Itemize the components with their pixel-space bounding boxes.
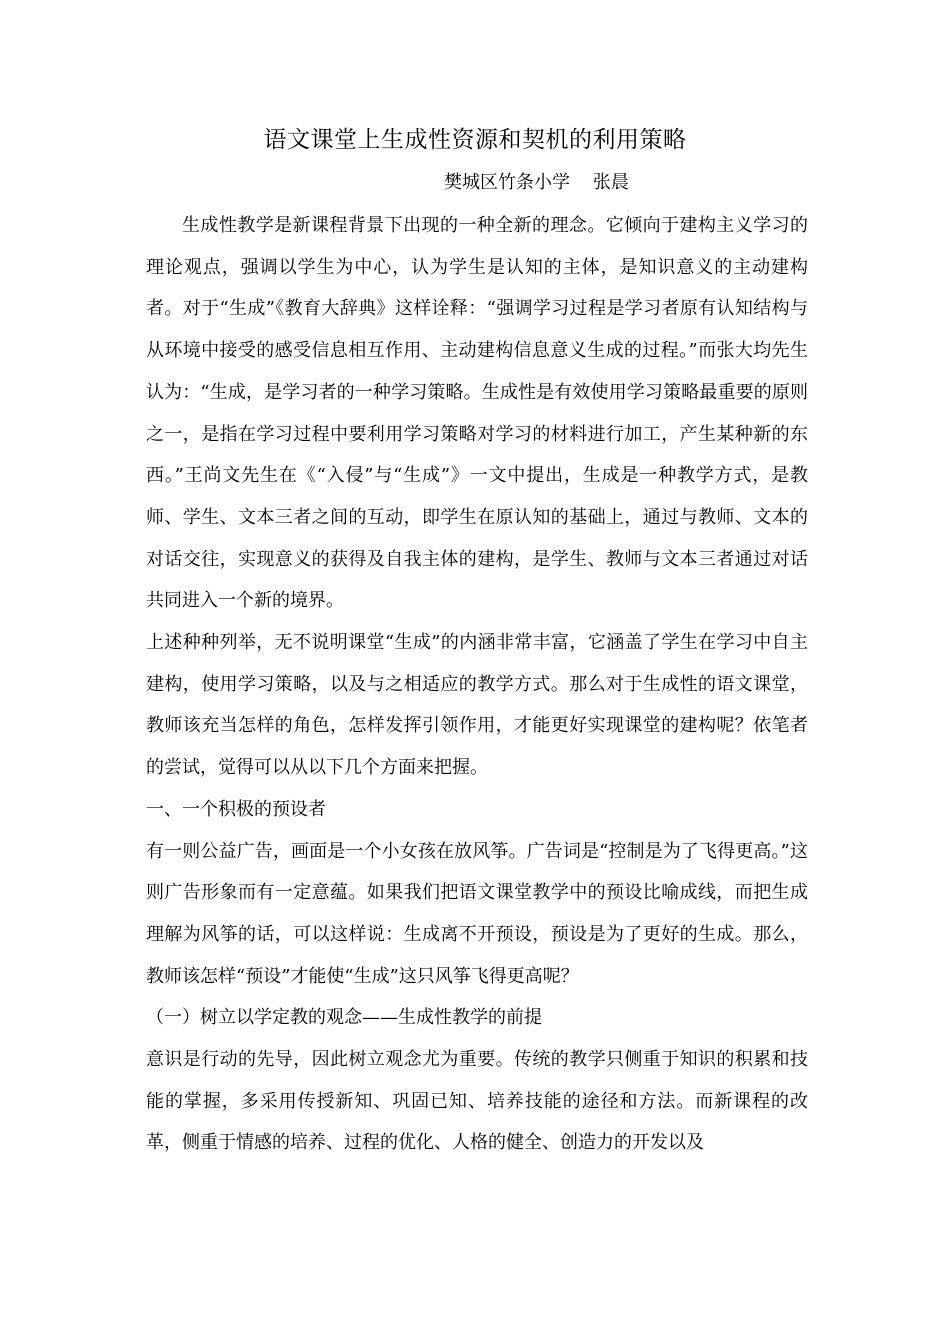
author-line: 樊城区竹条小学 张晨: [444, 172, 629, 193]
document-title: 语文课堂上生成性资源和契机的利用策略: [263, 127, 687, 153]
paragraph-summary: 上述种种列举，无不说明课堂“生成”的内涵非常丰富，它涵盖了学生在学习中自主建构，使用学习策略，以及与之相适应的教学方式。那么对于生成性的语文课堂，教师该充当怎样的角色，怎样发挥引领作用，才能更好实现课堂的建构呢？依笔者的尝试，觉得可以从以下几个方面来把握。: [146, 632, 808, 779]
paragraph-awareness: 意识是行动的先导，因此树立观念尤为重要。传统的教学只侧重于知识的积累和技能的掌握，多采用传授新知、巩固已知、培养技能的途径和方法。而新课程的改革，侧重于情感的培养、过程的优化、人格的健全、创造力的开发以及: [146, 1049, 808, 1154]
paragraph-kite-analogy: 有一则公益广告，画面是一个小女孩在放风筝。广告词是“控制是为了飞得更高。”这则广告形象而有一定意蕴。如果我们把语文课堂教学中的预设比喻成线，而把生成理解为风筝的话，可以这样说：生成离不开预设，预设是为了更好的生成。那么，教师该怎样“预设”才能使“生成”这只风筝飞得更高呢？: [146, 840, 808, 987]
document-body: [146, 205, 808, 1164]
section-heading-1: 一、一个积极的预设者: [146, 798, 326, 820]
subsection-heading-1: （一）树立以学定教的观念——生成性教学的前提: [146, 1007, 542, 1029]
paragraph-intro: 生成性教学是新课程背景下出现的一种全新的理念。它倾向于建构主义学习的理论观点，强调以学生为中心，认为学生是认知的主体，是知识意义的主动建构者。对于“生成”《教育大辞典》这样诠释：“强调学习过程是学习者原有认知结构与从环境中接受的感受信息相互作用、主动建构信息意义生成的过程。”而张大均先生认为：“生成，是学习者的一种学习策略。生成性是有效使用学习策略最重要的原则之一，是指在学习过程中要利用学习策略对学习的材料进行加工，产生某种新的东西。”王尚文先生在《“入侵”与“生成”》一文中提出，生成是一种教学方式，是教师、学生、文本三者之间的互动，即学生在原认知的基础上，通过与教师、文本的对话交往，实现意义的获得及自我主体的建构，是学生、教师与文本三者通过对话共同进入一个新的境界。: [146, 215, 808, 612]
